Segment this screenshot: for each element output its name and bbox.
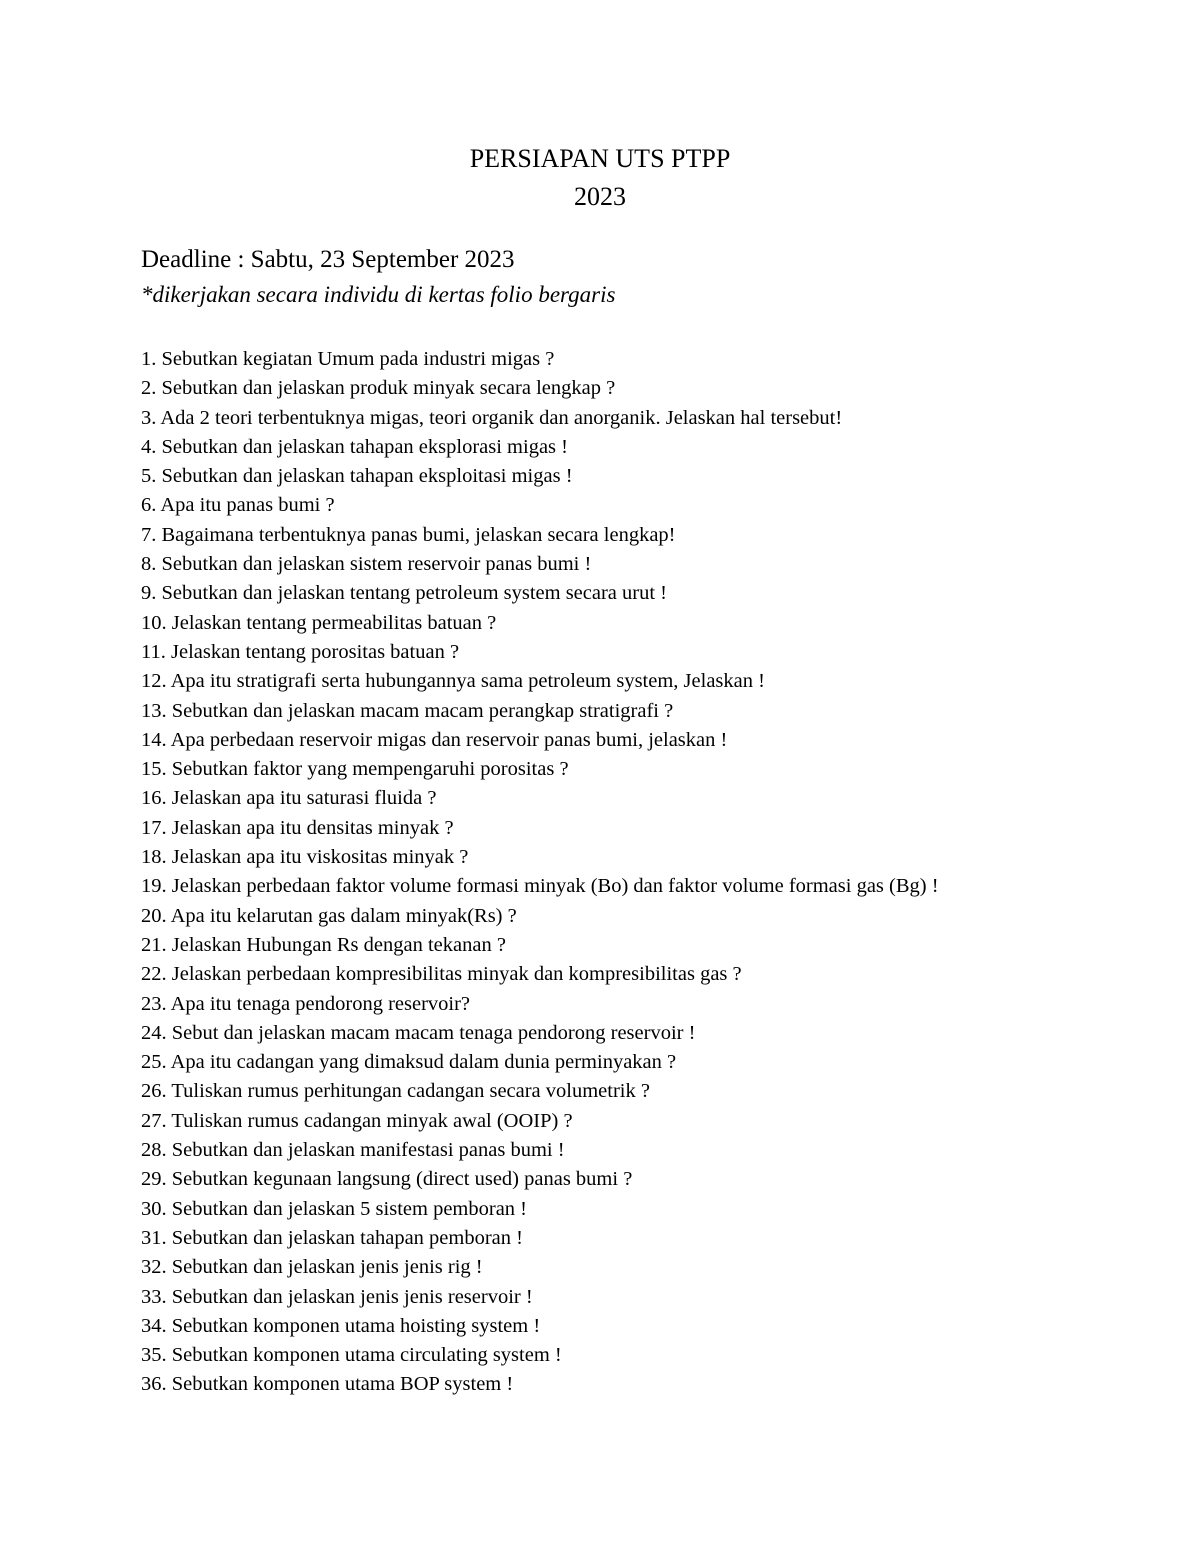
document-title: PERSIAPAN UTS PTPP bbox=[469, 144, 731, 173]
question-item: 4. Sebutkan dan jelaskan tahapan eksplorasi migas ! bbox=[141, 435, 568, 458]
question-item: 12. Apa itu stratigrafi serta hubungannya sama petroleum system, Jelaskan ! bbox=[141, 670, 765, 693]
question-item: 24. Sebut dan jelaskan macam macam tenaga pendorong reservoir ! bbox=[141, 1021, 696, 1044]
question-list bbox=[141, 345, 939, 1400]
question-item: 15. Sebutkan faktor yang mempengaruhi porositas ? bbox=[141, 758, 569, 781]
question-item: 11. Jelaskan tentang porositas batuan ? bbox=[141, 640, 460, 663]
question-item: 13. Sebutkan dan jelaskan macam macam perangkap stratigrafi ? bbox=[141, 699, 674, 722]
question-item: 30. Sebutkan dan jelaskan 5 sistem pemboran ! bbox=[141, 1197, 527, 1220]
question-item: 21. Jelaskan Hubungan Rs dengan tekanan ? bbox=[141, 933, 506, 956]
question-item: 1. Sebutkan kegiatan Umum pada industri migas ? bbox=[141, 348, 555, 370]
question-item: 23. Apa itu tenaga pendorong reservoir? bbox=[141, 992, 471, 1015]
question-item: 22. Jelaskan perbedaan kompresibilitas minyak dan kompresibilitas gas ? bbox=[141, 963, 742, 986]
deadline-text: Deadline : Sabtu, 23 September 2023 bbox=[141, 246, 515, 273]
question-item: 35. Sebutkan komponen utama circulating system ! bbox=[141, 1344, 562, 1367]
question-item: 31. Sebutkan dan jelaskan tahapan pemboran ! bbox=[141, 1226, 523, 1249]
question-item: 16. Jelaskan apa itu saturasi fluida ? bbox=[141, 787, 437, 810]
question-item: 33. Sebutkan dan jelaskan jenis jenis reservoir ! bbox=[141, 1285, 533, 1308]
question-item: 3. Ada 2 teori terbentuknya migas, teori organik dan anorganik. Jelaskan hal tersebut! bbox=[141, 406, 843, 429]
question-item: 8. Sebutkan dan jelaskan sistem reservoir panas bumi ! bbox=[141, 553, 592, 576]
question-item: 27. Tuliskan rumus cadangan minyak awal (OOIP) ? bbox=[141, 1109, 573, 1132]
question-item: 34. Sebutkan komponen utama hoisting system ! bbox=[141, 1314, 541, 1337]
question-item: 9. Sebutkan dan jelaskan tentang petroleum system secara urut ! bbox=[141, 582, 668, 605]
instruction-note: *dikerjakan secara individu di kertas folio bergaris bbox=[141, 282, 616, 307]
question-item: 6. Apa itu panas bumi ? bbox=[141, 494, 335, 517]
question-item: 14. Apa perbedaan reservoir migas dan reservoir panas bumi, jelaskan ! bbox=[141, 728, 728, 751]
question-item: 17. Jelaskan apa itu densitas minyak ? bbox=[141, 816, 454, 839]
question-item: 18. Jelaskan apa itu viskositas minyak ? bbox=[141, 846, 469, 869]
question-item: 7. Bagaimana terbentuknya panas bumi, jelaskan secara lengkap! bbox=[141, 523, 676, 546]
document-year: 2023 bbox=[574, 182, 626, 211]
question-item: 36. Sebutkan komponen utama BOP system ! bbox=[141, 1373, 514, 1396]
question-item: 2. Sebutkan dan jelaskan produk minyak secara lengkap ? bbox=[141, 377, 616, 400]
question-item: 26. Tuliskan rumus perhitungan cadangan secara volumetrik ? bbox=[141, 1080, 650, 1103]
title-block bbox=[0, 140, 1200, 216]
question-item: 5. Sebutkan dan jelaskan tahapan eksploitasi migas ! bbox=[141, 465, 573, 488]
question-item: 28. Sebutkan dan jelaskan manifestasi panas bumi ! bbox=[141, 1139, 565, 1162]
question-item: 32. Sebutkan dan jelaskan jenis jenis rig ! bbox=[141, 1256, 483, 1279]
question-item: 25. Apa itu cadangan yang dimaksud dalam dunia perminyakan ? bbox=[141, 1051, 677, 1074]
question-item: 19. Jelaskan perbedaan faktor volume formasi minyak (Bo) dan faktor volume formasi gas (Bg) ! bbox=[141, 875, 939, 898]
question-item: 10. Jelaskan tentang permeabilitas batuan ? bbox=[141, 611, 497, 634]
question-item: 20. Apa itu kelarutan gas dalam minyak(Rs) ? bbox=[141, 904, 517, 927]
question-item: 29. Sebutkan kegunaan langsung (direct used) panas bumi ? bbox=[141, 1168, 633, 1191]
